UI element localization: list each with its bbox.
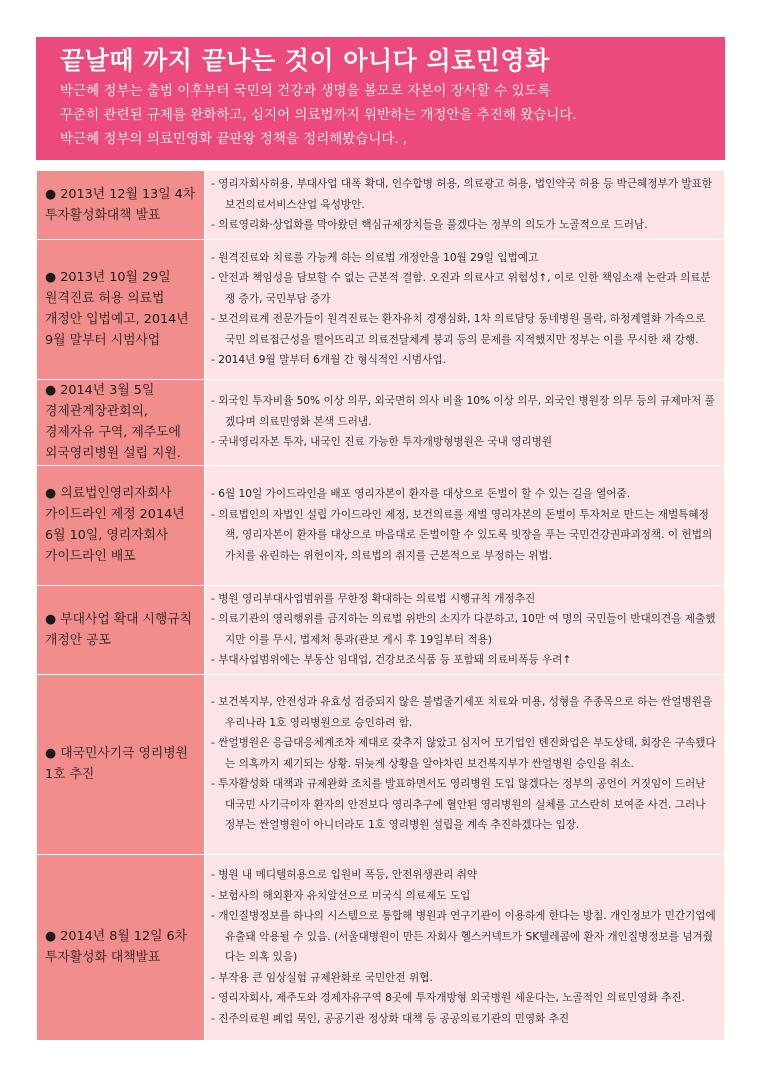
list-item: - 병원 영리부대사업범위를 무한정 확대하는 의료법 시행규칙 개정추진 bbox=[211, 589, 718, 610]
list-item: - 진주의료원 폐업 묵인, 공공기관 정상화 대책 등 공공의료기관의 민영화 추진 bbox=[211, 1009, 718, 1030]
row-label-cell bbox=[37, 465, 205, 585]
row-label: ● 부대사업 확대 시행규칙 개정안 공포 bbox=[45, 611, 192, 648]
row-label-cell bbox=[37, 674, 205, 854]
row-label: ● 2014년 3월 5일 경제관계장관회의, 경제자유 구역, 제주도에 외국영리병원 설립 지원. bbox=[45, 383, 181, 461]
row-content-cell bbox=[205, 171, 725, 240]
row-content-cell bbox=[205, 239, 725, 379]
list-item: - 부작용 큰 임상실험 규제완화로 국민안전 위협. bbox=[211, 968, 718, 989]
policy-table bbox=[36, 170, 725, 1041]
row-label-cell bbox=[37, 854, 205, 1040]
row-label: ● 2014년 8월 12일 6차 투자활성화 대책발표 bbox=[45, 929, 188, 965]
list-item: - 투자활성화 대책과 규제완화 조치를 발표하면서도 영리병원 도입 않겠다는 정부의 공언이 거짓임이 드러난 대국민 사기극이자 환자의 안전보다 영리추구에 혈안된 영리병원의 실체를 고스란히 보여준 사건. 그러나 정부는 싼얼병원이 아니더라도 1호 영리병원 설립을 계속 추진하겠다는 입장. bbox=[211, 774, 718, 836]
list-item: - 영리자회사허용, 부대사업 대폭 확대, 인수합병 허용, 의료광고 허용, 법인약국 허용 등 박근혜정부가 발표한 보건의료서비스산업 육성방안. bbox=[211, 174, 718, 215]
subtitle-line: 박근혜 정부는 출범 이후부터 국민의 건강과 생명을 볼모로 자본이 장사할 수 있도록 bbox=[60, 83, 551, 99]
table-row bbox=[37, 239, 725, 379]
list-item: - 보건복지부, 안전성과 유효성 검증되지 않은 불법줄기세포 치료와 미용, 성형을 주종목으로 하는 싼얼병원을 우리나라 1호 영리병원으로 승인하려 함. bbox=[211, 692, 718, 733]
row-content-cell bbox=[205, 585, 725, 674]
header-banner bbox=[36, 37, 725, 160]
list-item: - 개인질병정보를 하나의 시스템으로 통합해 병원과 연구기관이 이용하게 한다는 방침. 개인정보가 민간기업에 유출돼 악용될 수 있음. (서울대병원이 만든 자회사 헬스커넥트가 SK텔레콤에 환자 개인질병정보를 넘겨줬다는 의혹 있음) bbox=[211, 906, 718, 968]
row-label: ● 의료법인영리자회사 가이드라인 제정 2014년 6월 10일, 영리자회사 가이드라인 배포 bbox=[45, 486, 185, 564]
list-item: - 병원 내 메디텔허용으로 입원비 폭등, 안전위생관리 취약 bbox=[211, 865, 718, 886]
row-label-cell bbox=[37, 585, 205, 674]
list-item: - 6월 10일 가이드라인을 배포 영리자본이 환자를 대상으로 돈벌이 할 수 있는 길을 열어줌. bbox=[211, 484, 718, 505]
row-label-cell bbox=[37, 171, 205, 240]
list-item: - 외국인 투자비율 50% 이상 의무, 외국면허 의사 비율 10% 이상 의무, 외국인 병원장 의무 등의 규제마저 풀겠다며 의료민영화 본색 드러냄. bbox=[211, 391, 718, 432]
table-row bbox=[37, 674, 725, 854]
table-row bbox=[37, 465, 725, 585]
list-item: - 영리자회사, 제주도와 경제자유구역 8곳에 투자개방형 외국병원 세운다는, 노골적인 의료민영화 추진. bbox=[211, 988, 718, 1009]
list-item: - 의료영리화·상업화를 막아왔던 핵심규제장치들을 풀겠다는 정부의 의도가 노골적으로 드러남. bbox=[211, 215, 718, 236]
row-label: ● 2013년 10월 29일 원격진료 허용 의료법 개정안 입법예고, 2014년 9월 말부터 시범사업 bbox=[45, 270, 189, 348]
row-content-cell bbox=[205, 854, 725, 1040]
row-label: ● 2013년 12월 13일 4차 투자활성화대책 발표 bbox=[45, 186, 196, 223]
list-item: - 안전과 책임성을 담보할 수 없는 근본적 결함. 오진과 의료사고 위험성↑, 이로 인한 책임소재 논란과 의료분쟁 증가, 국민부담 증가 bbox=[211, 268, 718, 309]
list-item: - 보건의료계 전문가들이 원격진료는 환자유치 경쟁심화, 1차 의료담당 동네병원 몰락, 하청계열화 가속으로 국민 의료접근성을 떨어뜨리고 의료전달체계 붕괴 등의 문제를 지적했지만 정부는 이를 무시한 채 강행. bbox=[211, 309, 718, 350]
list-item: - 의료법인의 자법인 설립 가이드라인 제정, 보건의료를 재벌 영리자본의 돈벌이 투자처로 만드는 재벌특혜정책, 영리자본이 환자를 대상으로 마음대로 돈벌이할 수 있도록 빗장을 푸는 국민건강권파괴정책. 이 헌법의 가치를 유린하는 위헌이자, 의료법의 취지를 근본적으로 부정하는 위법. bbox=[211, 505, 718, 567]
row-label-cell bbox=[37, 379, 205, 465]
row-content-cell bbox=[205, 465, 725, 585]
table-row bbox=[37, 854, 725, 1040]
list-item: - 국내영리자본 투자, 내국인 진료 가능한 투자개방형병원은 국내 영리병원 bbox=[211, 432, 718, 453]
table-row bbox=[37, 585, 725, 674]
subtitle-line: 꾸준히 관련된 규제를 완화하고, 심지어 의료법까지 위반하는 개정안을 추진해 왔습니다. bbox=[60, 107, 577, 123]
subtitle-line: 박근혜 정부의 의료민영화 끝판왕 정책을 정리해봤습니다. , bbox=[60, 131, 408, 147]
list-item: - 원격진료와 치료를 가능케 하는 의료법 개정안을 10월 29일 입법예고 bbox=[211, 248, 718, 269]
list-item: - 싼얼병원은 응급대응체계조차 제대로 갖추지 않았고 심지어 모기업인 톈진화업은 부도상태, 회장은 구속됐다는 의혹까지 제기되는 상황. 뒤늦게 상황을 알아차린 보건복지부가 싼얼병원 승인을 취소. bbox=[211, 733, 718, 774]
table-row bbox=[37, 171, 725, 240]
row-label: ● 대국민사기극 영리병원 1호 추진 bbox=[45, 746, 188, 782]
row-content-cell bbox=[205, 379, 725, 465]
list-item: - 보험사의 해외환자 유치알선으로 미국식 의료제도 도입 bbox=[211, 886, 718, 907]
list-item: - 2014년 9월 말부터 6개월 간 형식적인 시범사업. bbox=[211, 350, 718, 371]
row-label-cell bbox=[37, 239, 205, 379]
row-content-cell bbox=[205, 674, 725, 854]
list-item: - 부대사업범위에는 부동산 임대업, 건강보조식품 등 포함돼 의료비폭등 우려↑ bbox=[211, 650, 718, 671]
table-row bbox=[37, 379, 725, 465]
page-title: 끝날때 까지 끝나는 것이 아니다 의료민영화 bbox=[60, 46, 550, 75]
list-item: - 의료기관의 영리행위를 금지하는 의료법 위반의 소지가 다분하고, 10만 여 명의 국민들이 반대의견을 제출했지만 이를 무시, 법제처 통과(관보 게시 후 19일부터 적용) bbox=[211, 609, 718, 650]
